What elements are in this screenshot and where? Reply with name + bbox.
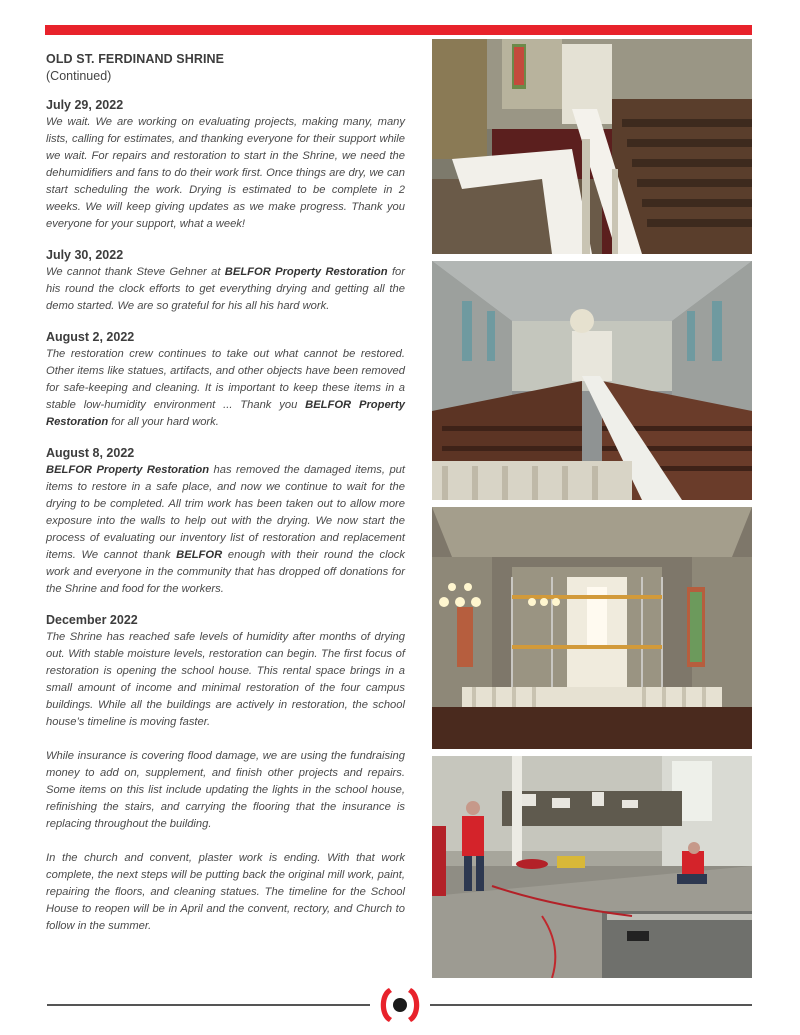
belfor-logo-icon xyxy=(375,985,425,1025)
company-name: BELFOR Property Restoration xyxy=(46,464,210,476)
text-run: We cannot thank Steve Gehner at xyxy=(46,266,225,278)
entry-december-2022 xyxy=(46,613,405,935)
entry-paragraph: While insurance is covering flood damage, we are using the fundraising money to add on, supplement, and finish other projects and repairs. Some items on this list include updating the lights in the school house, refinishing the stairs, and carrying the flooring that the insurance is replacing throughout the building. xyxy=(46,750,405,830)
page-title: OLD ST. FERDINAND SHRINE xyxy=(46,52,225,66)
entry-august-2 xyxy=(46,330,405,431)
text-run: The restoration crew continues to take out what cannot be restored. Other items like statues, artifacts, and other objects have been removed for safe-keeping and cleaning. It is important to keep these items in a stable low-humidity environment ... Thank you xyxy=(46,348,405,411)
entry-paragraph xyxy=(46,264,405,315)
entry-date: July 29, 2022 xyxy=(46,98,124,112)
entry-paragraph: In the church and convent, plaster work is ending. With that work complete, the next steps will be putting back the original mill work, paint, repairing the floors, and cleaning statues. The timeline for the School House to reopen will be in April and the convent, rectory, and Church to follow in the summer. xyxy=(46,852,405,932)
entry-date: July 30, 2022 xyxy=(46,248,124,262)
top-accent-bar xyxy=(45,25,752,35)
entry-august-8 xyxy=(46,446,405,598)
entry-paragraph xyxy=(46,462,405,598)
photo-school-house-work xyxy=(432,756,752,978)
entry-date: December 2022 xyxy=(46,613,138,627)
text-run: enough with their round the clock work and everyone in the community that has dropped off donations for the Shrine and food for the workers. xyxy=(46,549,405,595)
photo-altar-scaffolding xyxy=(432,507,752,749)
text-run: for all your hard work. xyxy=(108,416,219,428)
photo-church-nave xyxy=(432,261,752,500)
article-column xyxy=(46,52,405,935)
photo-church-balcony xyxy=(432,39,752,254)
entry-date: August 8, 2022 xyxy=(46,446,135,460)
company-name: BELFOR xyxy=(176,549,223,561)
entry-body xyxy=(46,462,405,598)
entry-body xyxy=(46,264,405,315)
text-run: for his round the clock efforts to get everything drying and getting all the demo started. We are so grateful for his all his hard work. xyxy=(46,266,405,312)
company-name: BELFOR Property Restoration xyxy=(46,399,405,428)
entry-date: August 2, 2022 xyxy=(46,330,135,344)
entry-body xyxy=(46,629,405,935)
company-name: BELFOR Property Restoration xyxy=(224,266,388,278)
entry-body xyxy=(46,114,405,233)
entry-paragraph: We wait. We are working on evaluating projects, making many, many lists, calling for estimates, and thanking everyone for their support while we wait. For repairs and restoration to start in the Shrine, we need the dehumidifiers and fans to do their work first. Once things are dry, we can start scheduling the work. Drying is estimated to be complete in 2 weeks. We will keep giving updates as we make progress. Thank you everyone for your support, what a week! xyxy=(46,116,405,230)
entry-paragraph: The Shrine has reached safe levels of humidity after months of drying out. With stable moisture levels, restoration can begin. The first focus of restoration is opening the school house. This rental space brings in a small amount of income and minimal restoration of the four campus buildings. While all the buildings are actively in restoration, the school house’s timeline is moving faster. xyxy=(46,631,405,728)
footer-rule-right xyxy=(430,1004,752,1006)
church-nave-image xyxy=(432,261,752,500)
school-house-image xyxy=(432,756,752,978)
page-subtitle: (Continued) xyxy=(46,69,112,83)
text-run: has removed the damaged items, put items to restore in a safe place, and now we continue to wait for the drying to be completed. All trim work has been taken out to allow more exposure into the walls to help out with the drying. We now start the process of evaluating our inventory list of restoration and replacement items. We cannot thank xyxy=(46,464,405,561)
church-balcony-image xyxy=(432,39,752,254)
entry-july-29 xyxy=(46,98,405,233)
footer-rule-left xyxy=(47,1004,370,1006)
entry-paragraph xyxy=(46,346,405,431)
altar-scaffolding-image xyxy=(432,507,752,749)
entry-july-30 xyxy=(46,248,405,315)
entry-body xyxy=(46,346,405,431)
